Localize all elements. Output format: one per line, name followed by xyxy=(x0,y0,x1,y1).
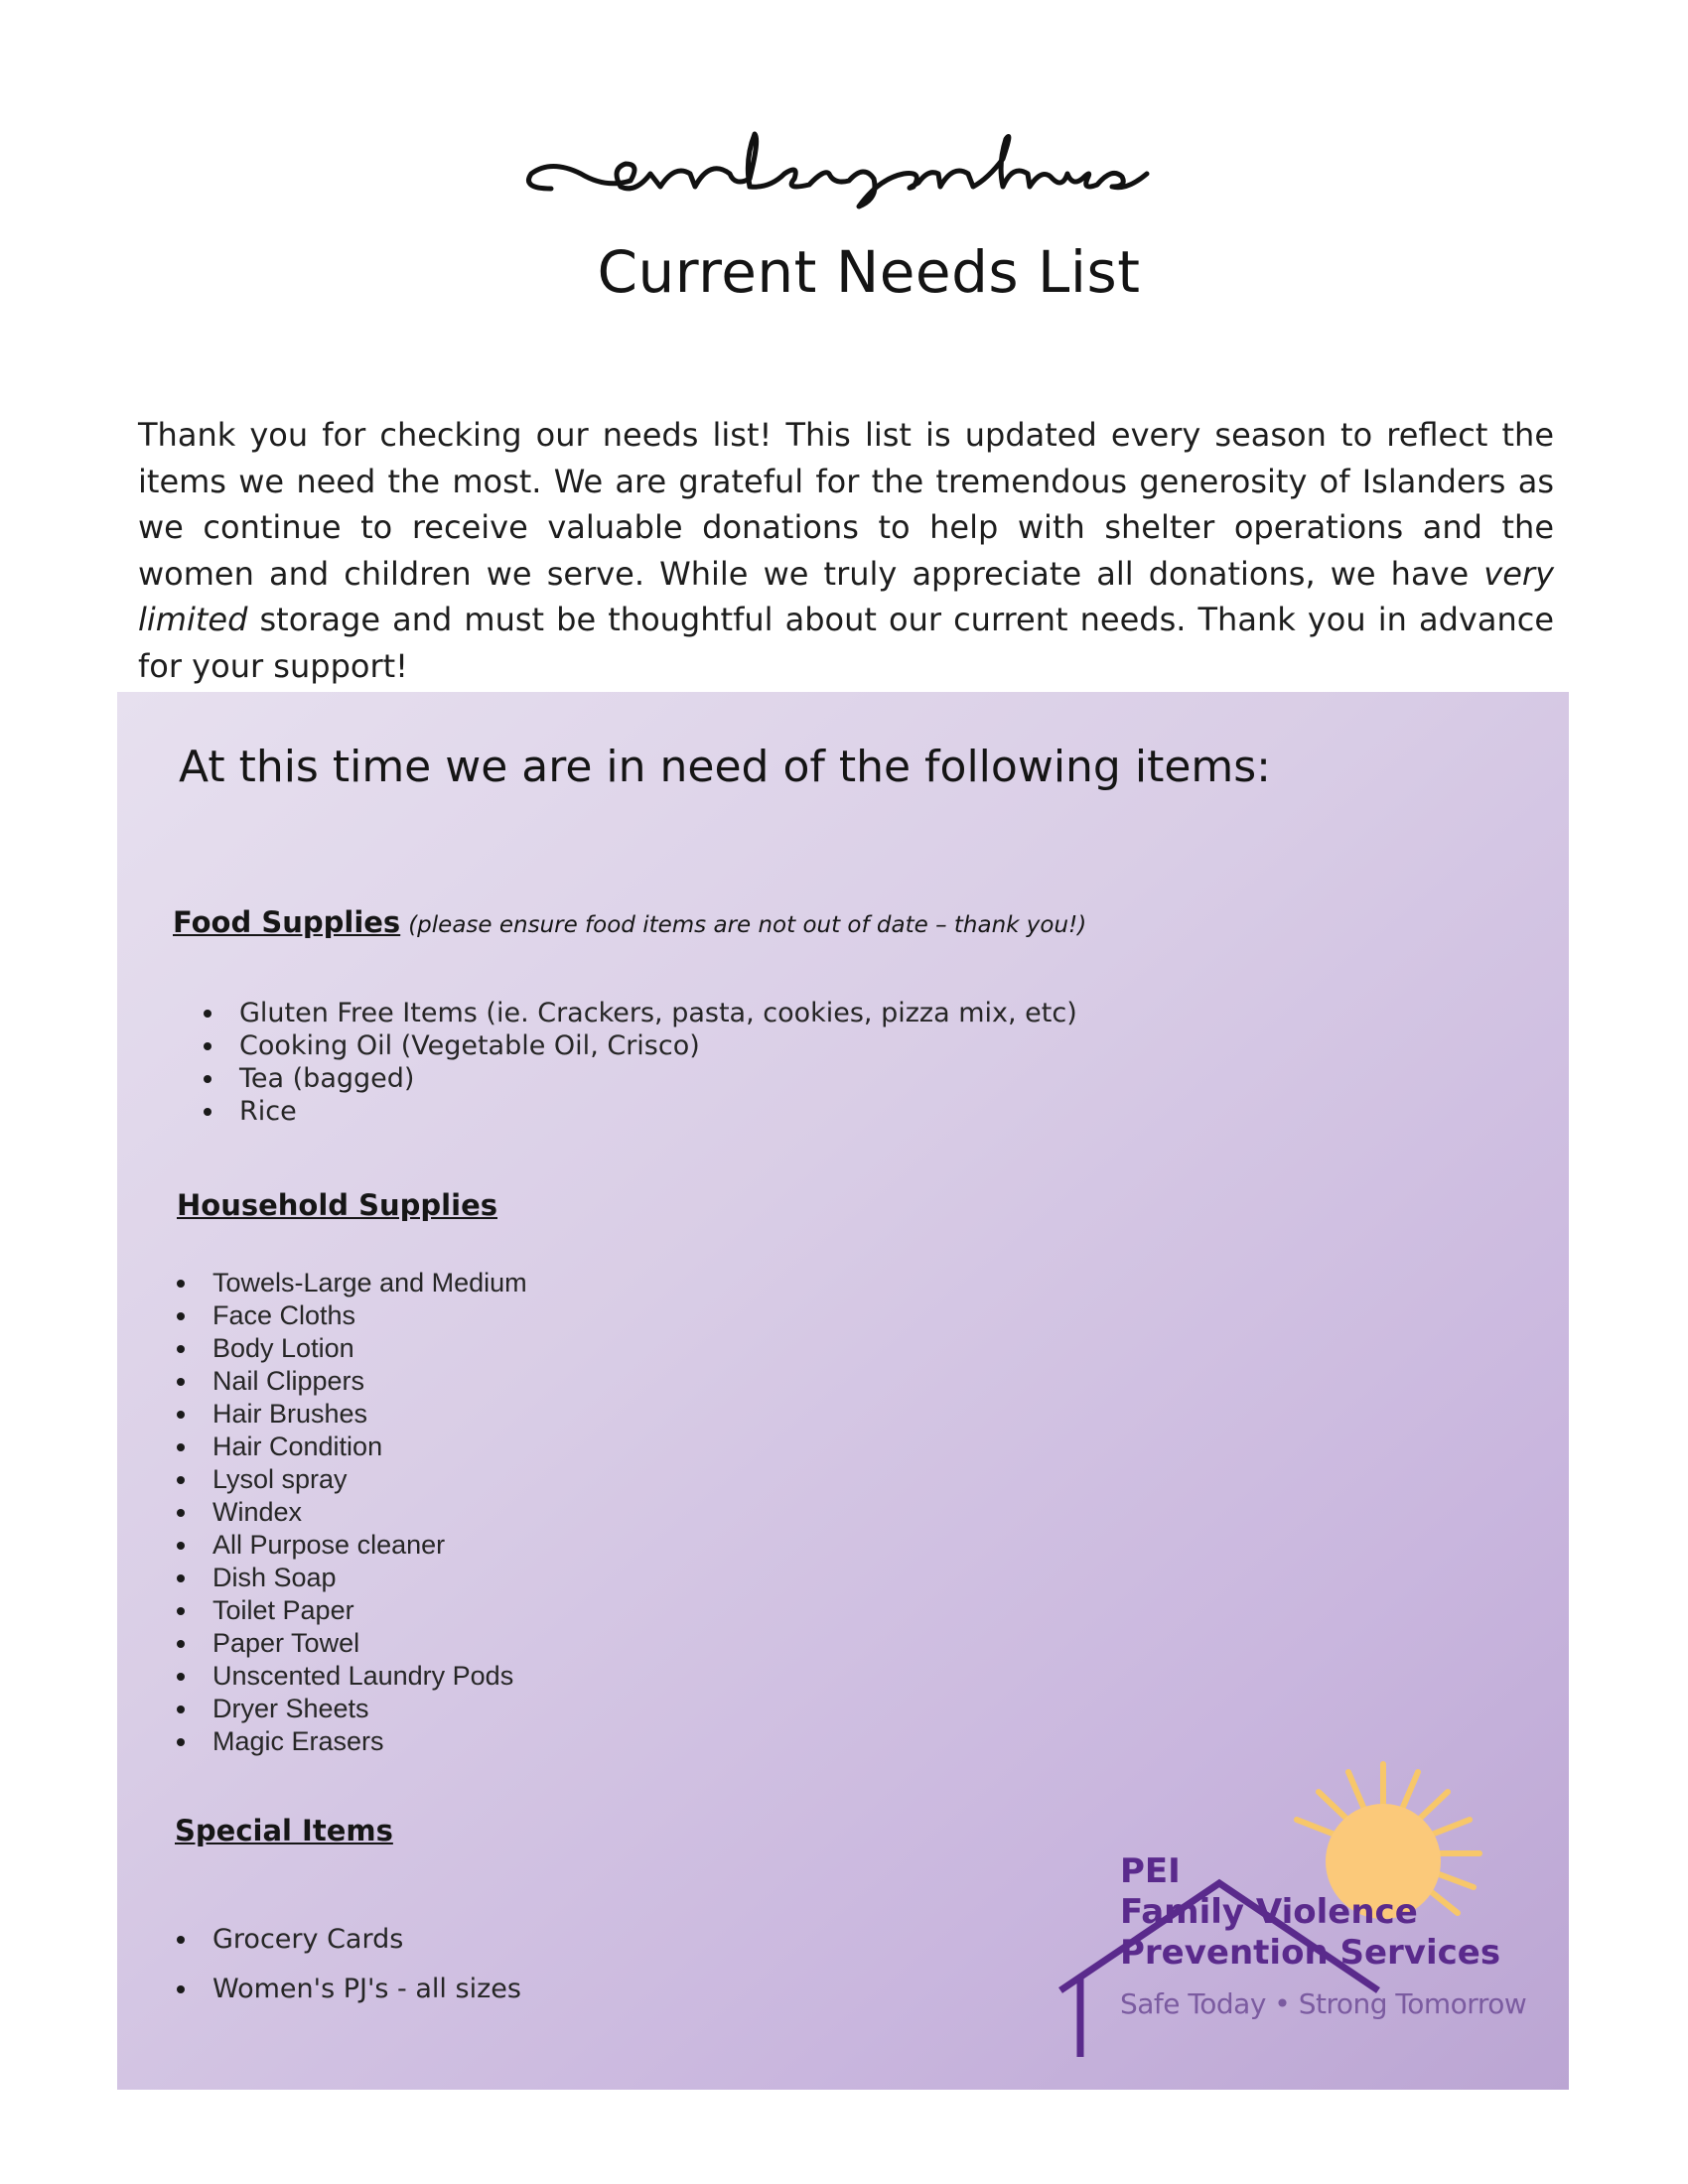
list-item: Nail Clippers xyxy=(175,1365,527,1398)
needs-panel xyxy=(117,692,1569,2090)
org-logo-text xyxy=(1120,1851,1526,2020)
list-item: All Purpose cleaner xyxy=(175,1529,527,1562)
list-item: Dish Soap xyxy=(175,1562,527,1594)
list-item: Unscented Laundry Pods xyxy=(175,1660,527,1693)
list-item: Body Lotion xyxy=(175,1332,527,1365)
household-supplies-list xyxy=(175,1267,527,1758)
list-item: Toilet Paper xyxy=(175,1594,527,1627)
food-supplies-title: Food Supplies (please ensure food items are not out of date – thank you!) xyxy=(173,905,1087,939)
org-name-line: PEI xyxy=(1120,1851,1181,1891)
special-items-title: Special Items xyxy=(175,1814,393,1847)
list-item: Windex xyxy=(175,1496,527,1529)
org-name-line: Prevention Services xyxy=(1120,1933,1501,1973)
list-item: Paper Towel xyxy=(175,1627,527,1660)
list-item: Cooking Oil (Vegetable Oil, Crisco) xyxy=(202,1029,1077,1062)
org-name-line: Family Violence xyxy=(1120,1892,1418,1932)
intro-paragraph: Thank you for checking our needs list! This list is updated every season to reflect the items we need the most. We are grateful for the tremendous generosity of Islanders as we continue to receive valuable donations to help with shelter operations and the women and children we serve. While we truly appreciate all donations, we have very limited storage and must be thoughtful about our current needs. Thank you in advance for your support! xyxy=(138,416,1554,685)
household-supplies-title: Household Supplies xyxy=(177,1188,497,1222)
list-item: Dryer Sheets xyxy=(175,1693,527,1725)
list-item: Tea (bagged) xyxy=(202,1062,1077,1095)
anderson-house-logo xyxy=(511,119,1167,228)
list-item: Lysol spray xyxy=(175,1463,527,1496)
org-tagline: Safe Today • Strong Tomorrow xyxy=(1120,1987,1527,2020)
list-item: Women's PJ's - all sizes xyxy=(175,1965,521,2014)
special-items-list xyxy=(175,1915,521,2014)
food-supplies-note: (please ensure food items are not out of date – thank you!) xyxy=(408,912,1087,938)
list-item: Magic Erasers xyxy=(175,1725,527,1758)
panel-heading: At this time we are in need of the following items: xyxy=(179,742,1271,792)
list-item: Gluten Free Items (ie. Crackers, pasta, cookies, pizza mix, etc) xyxy=(202,997,1077,1029)
list-item: Face Cloths xyxy=(175,1299,527,1332)
list-item: Rice xyxy=(202,1095,1077,1128)
list-item: Grocery Cards xyxy=(175,1915,521,1965)
emphasis-text: very limited xyxy=(138,554,1554,638)
food-supplies-list xyxy=(202,997,1077,1128)
list-item: Towels-Large and Medium xyxy=(175,1267,527,1299)
list-item: Hair Brushes xyxy=(175,1398,527,1431)
page-title: Current Needs List xyxy=(597,238,1141,306)
list-item: Hair Condition xyxy=(175,1431,527,1463)
